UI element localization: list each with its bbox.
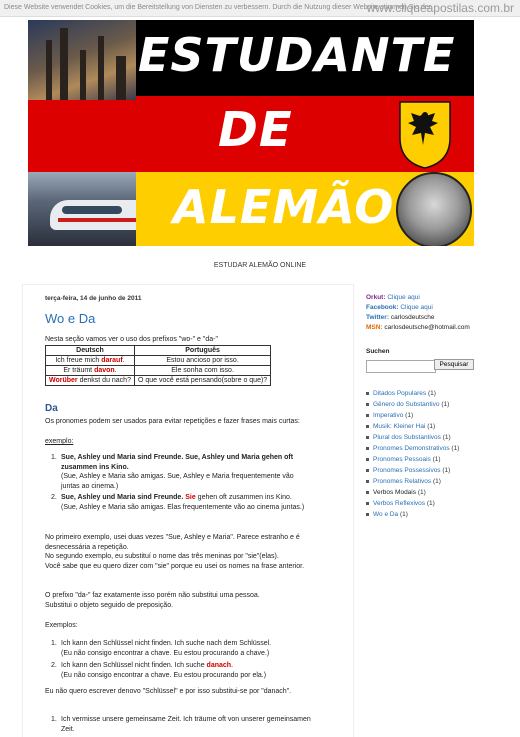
table-cell-pt: O que você está pensando(sobre o que)? <box>134 376 270 386</box>
prefix-explanation-2: Substitui o objeto seguido de preposição. <box>45 602 174 609</box>
list-item[interactable]: Pronomes Possessivos (1) <box>366 465 459 476</box>
post-intro: Nesta seção vamos ver o uso dos prefixos "wo-" e "da-" <box>45 336 218 343</box>
list-item[interactable]: Wo e Da (1) <box>366 509 459 520</box>
conclusion: Eu não quero escrever denovo "Schlüssel" e por isso substitui-se por "danach". <box>45 688 292 695</box>
table-cell-pt: Ele sonha com isso. <box>134 366 270 376</box>
list-item: 2. Ich kann den Schlüssel nicht finden. Ich suche danach. (Eu não consigo encontrar a chave. Eu estou procurando por ela.) <box>51 662 267 679</box>
list-item[interactable]: Ditados Populares (1) <box>366 388 459 399</box>
search-button[interactable]: Pesquisar <box>434 359 474 370</box>
blog-header-banner[interactable] <box>28 20 474 246</box>
explanation-1: No primeiro exemplo, usei duas vezes "Sue, Ashley e Maria". Parece estranho e é desnecessária a repetição. <box>45 534 300 551</box>
table-cell-de: Worüber denkst du nach? <box>46 376 135 386</box>
da-intro: Os pronomes podem ser usados para evitar repetições e fazer frases mais curtas: <box>45 418 300 425</box>
list-item[interactable]: Pronomes Pessoais (1) <box>366 454 459 465</box>
example-de: Sue, Ashley und Maria sind Freunde. Sue, Ashley und Maria gehen oft zusammen ins Kino. <box>61 454 294 471</box>
table-row <box>46 356 271 366</box>
explanation-3: Você sabe que eu quero dizer com "sie" porque eu usei os nomes na frase anterior. <box>45 563 305 570</box>
banner-title-line-2: DE <box>218 102 293 158</box>
eagle-coat-of-arms-icon <box>394 98 456 170</box>
section-heading-da: Da <box>45 403 58 414</box>
orkut-line: Orkut: Clique aqui <box>366 294 420 301</box>
list-item[interactable]: Imperativo (1) <box>366 410 459 421</box>
table-header-row <box>46 346 271 356</box>
list-item: 1. Sue, Ashley und Maria sind Freunde. Sue, Ashley und Maria gehen oft zusammen ins Kino. (Sue, Ashley e Maria são amigas. Sue, Ashley e Maria frequentemente vão juntas ao cinema.) <box>51 454 294 490</box>
search-heading: Suchen <box>366 348 390 355</box>
table-cell-de: Er träumt davon. <box>46 366 135 376</box>
blog-description: ESTUDAR ALEMÃO ONLINE <box>213 262 307 269</box>
prefix-explanation-1: O prefixo "da-" faz exatamente isso porém não substitui uma pessoa. <box>45 592 260 599</box>
table-row <box>46 366 271 376</box>
list-item: 1. Ich kann den Schlüssel nicht finden. Ich suche nach dem Schlüssel. (Eu não consigo encontrar a chave. Eu estou procurando a chave.) <box>51 640 272 657</box>
list-item[interactable]: Pronomes Demonstrativos (1) <box>366 443 459 454</box>
twitter-line: Twitter: carlosdeutsche <box>366 314 435 321</box>
banner-title-line-3: ALEMÃO <box>173 180 395 234</box>
banner-title-line-1: ESTUDANTE <box>138 28 456 82</box>
city-photo <box>28 20 136 100</box>
table-header-deutsch: Deutsch <box>46 346 135 356</box>
list-item: 2. Sue, Ashley und Maria sind Freunde. Sie gehen oft zusammen ins Kino. (Sue, Ashley e Maria são amigas. Elas frequentemente vão ao cinema juntas.) <box>51 494 305 511</box>
search-input[interactable] <box>366 360 436 373</box>
table-row <box>46 376 271 386</box>
labels-list <box>366 388 459 520</box>
orkut-link[interactable]: Clique aqui <box>387 294 420 301</box>
post-title[interactable]: Wo e Da <box>45 311 96 326</box>
table-cell-de: Ich freue mich darauf. <box>46 356 135 366</box>
list-item[interactable]: Plural dos Substantivos (1) <box>366 432 459 443</box>
facebook-line: Facebook: Clique aqui <box>366 304 433 311</box>
msn-line: MSN: carlosdeutsche@hotmail.com <box>366 324 470 331</box>
msn-address: carlosdeutsche@hotmail.com <box>384 324 470 331</box>
twitter-handle: carlosdeutsche <box>390 314 435 321</box>
train-photo <box>28 172 136 246</box>
list-item[interactable]: Verbos Reflexivos (1) <box>366 498 459 509</box>
vocab-table <box>45 345 271 386</box>
list-item: 1. Ich vermisse unsere gemeinsame Zeit. Ich träume oft von unserer gemeinsamen Zeit. <box>51 716 311 733</box>
table-header-portugues: Português <box>134 346 270 356</box>
list-item[interactable]: Pronomes Relativos (1) <box>366 476 459 487</box>
explanation-2: No segundo exemplo, eu substituí o nome das três meninas por "sie"(elas). <box>45 553 279 560</box>
example-pt: (Sue, Ashley e Maria são amigas. Elas frequentemente vão ao cinema juntas.) <box>61 503 305 511</box>
list-item[interactable]: Gênero do Substantivo (1) <box>366 399 459 410</box>
post-date: terça-feira, 14 de junho de 2011 <box>45 295 142 302</box>
cookie-notice-text: Diese Website verwendet Cookies, um die Bereitstellung von Diensten zu verbessern. Durch die Nutzung dieser Website stimmen Sie der <box>4 4 431 11</box>
main-content <box>22 284 354 737</box>
watermark-text: www.cliqueapostilas.com.br <box>366 1 514 15</box>
examples2-label: Exemplos: <box>45 622 78 629</box>
portrait-photo <box>396 172 472 246</box>
list-item[interactable]: Verbos Modais (1) <box>366 487 459 498</box>
example-label: exemplo: <box>45 438 74 445</box>
example-pt: (Sue, Ashley e Maria são amigas. Sue, Ashley e Maria frequentemente vão juntas ao cinema.) <box>61 473 294 490</box>
list-item[interactable]: Musik: Kleiner Hai (1) <box>366 421 459 432</box>
facebook-link[interactable]: Clique aqui <box>400 304 433 311</box>
table-cell-pt: Estou ancioso por isso. <box>134 356 270 366</box>
